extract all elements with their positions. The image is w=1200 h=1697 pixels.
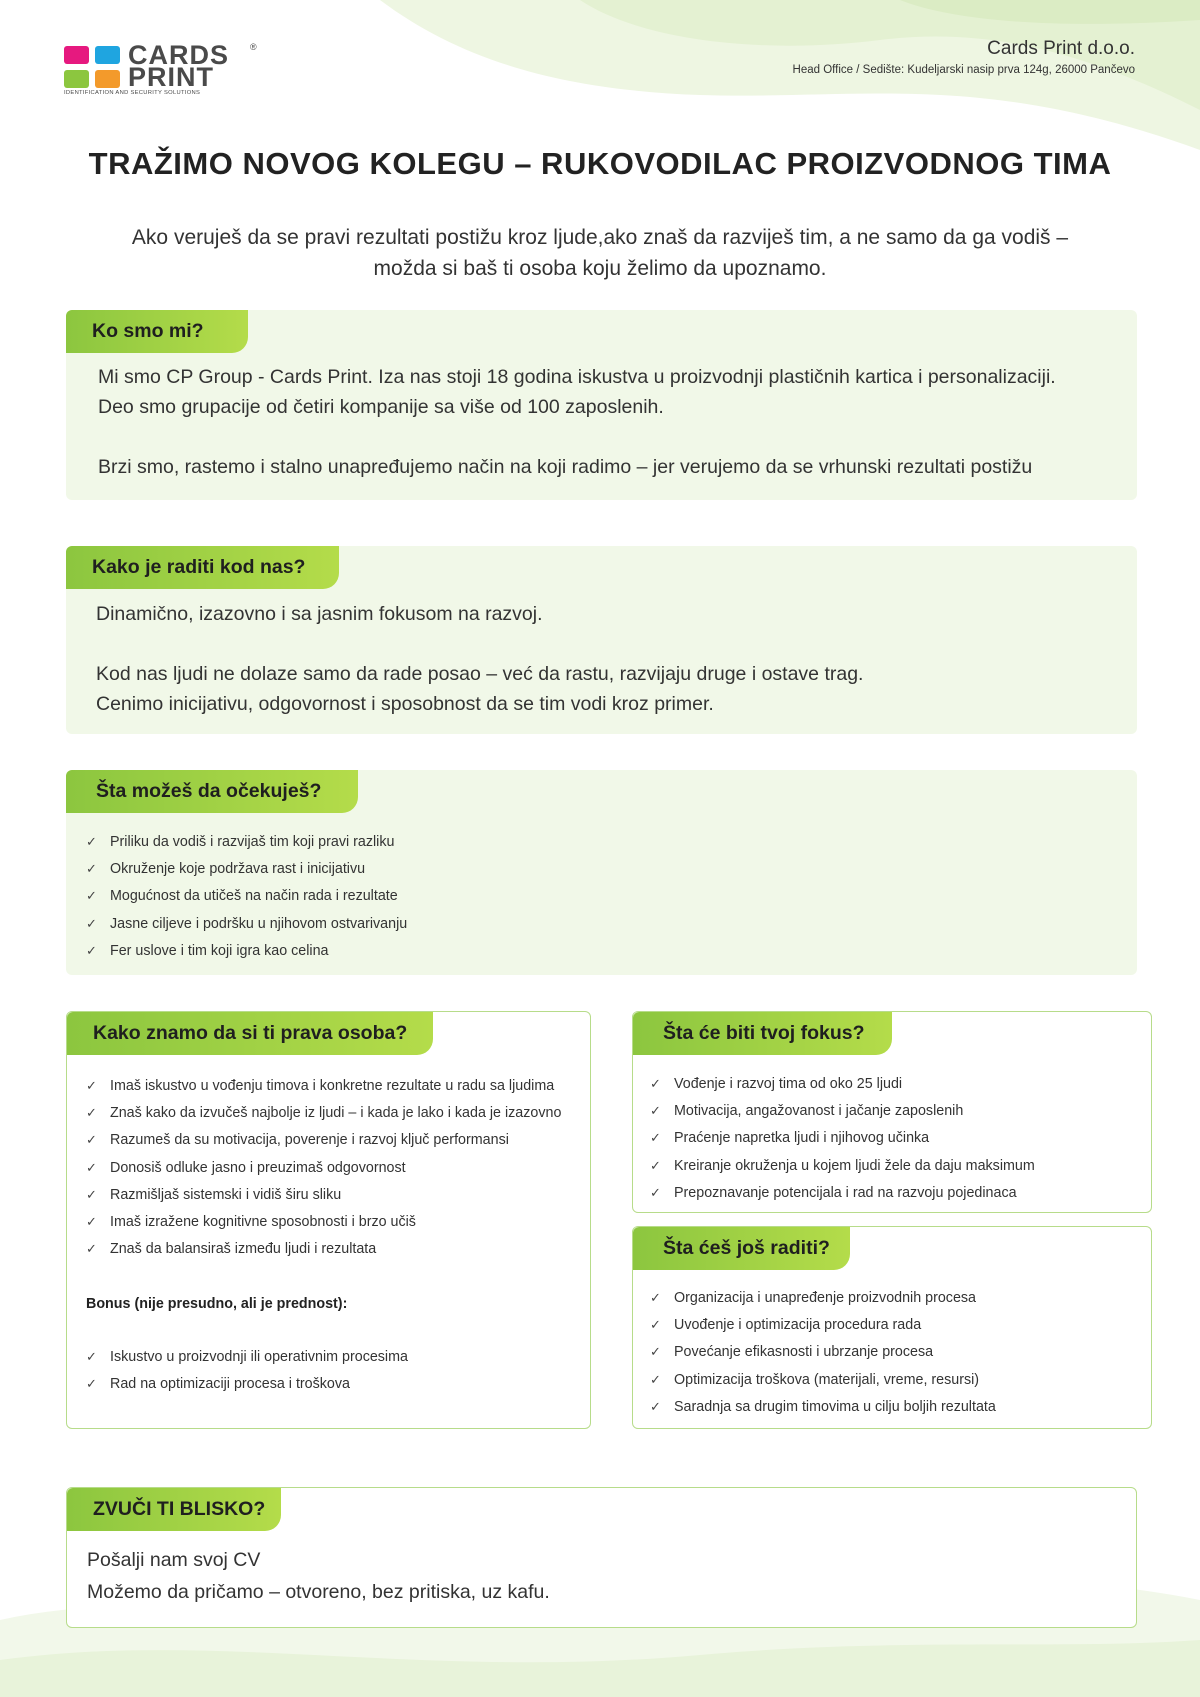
list-item-text: Povećanje efikasnosti i ubrzanje procesa (674, 1344, 934, 1361)
check-icon: ✓ (650, 1103, 661, 1119)
logo-text-print: PRINT (128, 62, 214, 92)
section-sta-mozes-da-ocekujes (66, 770, 1137, 975)
section-tvoj-fokus (632, 1011, 1152, 1213)
section-ko-smo-mi (66, 310, 1137, 500)
check-icon: ✓ (86, 1186, 97, 1202)
check-icon: ✓ (86, 915, 97, 931)
section-jos-raditi (632, 1226, 1152, 1429)
list-item-text: Donosiš odluke jasno i preuzimaš odgovornost (110, 1159, 406, 1176)
list-item (650, 1311, 996, 1338)
list-item-text: Mogućnost da utičeš na način rada i rezultate (110, 888, 398, 905)
checklist (650, 1070, 1035, 1206)
list-item-text: Optimizacija troškova (materijali, vreme, resursi) (674, 1371, 980, 1388)
list-item-text: Praćenje napretka ljudi i njihovog učinka (674, 1130, 930, 1147)
check-icon: ✓ (650, 1371, 661, 1387)
check-icon: ✓ (650, 1290, 661, 1305)
list-item-text: Razmišljaš sistemski i vidiš širu sliku (110, 1186, 342, 1203)
list-item-text: Kreiranje okruženja u kojem ljudi žele da daju maksimum (674, 1157, 1035, 1174)
text-line: Dinamično, izazovno i sa jasnim fokusom na razvoj. (96, 603, 543, 625)
list-item-text: Znaš kako da izvučeš najbolje iz ljudi – i kada je lako i kada je izazovno (110, 1105, 562, 1122)
intro-line: možda si baš ti osoba koju želimo da upoznamo. (373, 257, 827, 280)
list-item (650, 1152, 1035, 1179)
list-item-text: Okruženje koje podržava rast i inicijativu (110, 861, 366, 878)
section-heading: Kako je raditi kod nas? (66, 546, 339, 589)
list-item (86, 855, 407, 882)
section-zvuci-ti-blisko (66, 1487, 1137, 1628)
check-icon: ✓ (86, 942, 97, 958)
section-heading: Kako znamo da si ti prava osoba? (67, 1012, 433, 1055)
section-heading: Šta ćeš još raditi? (633, 1227, 850, 1270)
section-kako-je-raditi (66, 546, 1137, 734)
list-item-text: Iskustvo u proizvodnji ili operativnim procesima (110, 1349, 408, 1365)
section-heading: Šta možeš da očekuješ? (66, 770, 358, 813)
list-item (86, 1099, 561, 1126)
list-item-text: Motivacija, angažovanost i jačanje zaposlenih (674, 1103, 964, 1120)
section-text (98, 362, 1128, 482)
check-icon: ✓ (650, 1317, 661, 1333)
text-line: Pošalji nam svoj CV (87, 1549, 261, 1571)
checklist (86, 1072, 561, 1262)
list-item (86, 1235, 561, 1262)
list-item (86, 910, 407, 937)
list-item (86, 1072, 561, 1099)
list-item (86, 828, 407, 855)
section-prava-osoba (66, 1011, 591, 1429)
text-line: Kod nas ljudi ne dolaze samo da rade posao – već da rastu, razvijaju druge i ostave trag. (96, 663, 864, 685)
list-item (86, 1181, 561, 1208)
check-icon: ✓ (86, 1376, 97, 1392)
checklist (86, 828, 407, 964)
text-line: Cenimo inicijativu, odgovornost i sposobnost da se tim vodi kroz primer. (96, 693, 714, 715)
list-item-text: Razumeš da su motivacija, poverenje i razvoj ključ performansi (110, 1132, 509, 1149)
checklist (650, 1284, 996, 1420)
list-item (650, 1179, 1035, 1206)
check-icon: ✓ (650, 1076, 661, 1091)
list-item-text: Imaš izražene kognitivne sposobnosti i brzo učiš (110, 1213, 416, 1230)
list-item (650, 1284, 996, 1311)
section-heading: Šta će biti tvoj fokus? (633, 1012, 892, 1055)
list-item-text: Fer uslove i tim koji igra kao celina (110, 942, 329, 959)
logo-registered-mark: ® (250, 42, 257, 52)
list-item-text: Priliku da vodiš i razvijaš tim koji pravi razliku (110, 834, 395, 850)
check-icon: ✓ (86, 1132, 97, 1148)
list-item (86, 937, 407, 964)
check-icon: ✓ (86, 1213, 97, 1229)
intro-text (100, 222, 1100, 284)
intro-line: Ako veruješ da se pravi rezultati postižu kroz ljude,ako znaš da razviješ tim, a ne samo da ga vodiš – (131, 226, 1069, 249)
company-info (793, 38, 1135, 76)
list-item-text: Imaš iskustvo u vođenju timova i konkretne rezultate u radu sa ljudima (110, 1078, 555, 1094)
page-title: TRAŽIMO NOVOG KOLEGU – RUKOVODILAC PROIZVODNOG TIMA (88, 146, 1112, 181)
check-icon: ✓ (86, 1241, 97, 1257)
check-icon: ✓ (650, 1130, 661, 1146)
bonus-checklist (86, 1343, 408, 1397)
check-icon: ✓ (86, 1078, 97, 1093)
list-item-text: Organizacija i unapređenje proizvodnih procesa (674, 1290, 977, 1306)
list-item-text: Saradnja sa drugim timovima u cilju boljih rezultata (674, 1398, 996, 1415)
check-icon: ✓ (86, 1159, 97, 1175)
section-heading: ZVUČI TI BLISKO? (67, 1488, 281, 1531)
list-item (86, 1154, 561, 1181)
check-icon: ✓ (650, 1344, 661, 1360)
list-item-text: Prepoznavanje potencijala i rad na razvoju pojedinaca (674, 1184, 1017, 1201)
list-item (86, 1343, 408, 1370)
company-name: Cards Print d.o.o. (987, 38, 1135, 59)
list-item-text: Jasne ciljeve i podršku u njihovom ostvarivanju (110, 915, 408, 932)
logo-text-cards: CARDS (128, 40, 230, 70)
section-text (87, 1544, 1087, 1608)
list-item-text: Rad na optimizaciji procesa i troškova (110, 1376, 350, 1393)
list-item (650, 1070, 1035, 1097)
list-item (86, 882, 407, 909)
check-icon: ✓ (86, 1349, 97, 1364)
list-item-text: Znaš da balansiraš između ljudi i rezultata (110, 1241, 377, 1258)
text-line: Brzi smo, rastemo i stalno unapređujemo način na koji radimo – jer verujemo da se vrhunski rezultati postižu (98, 456, 1033, 478)
list-item (86, 1208, 561, 1235)
list-item (86, 1126, 561, 1153)
check-icon: ✓ (86, 888, 97, 904)
list-item-text: Uvođenje i optimizacija procedura rada (674, 1317, 922, 1334)
logo-squares-icon (64, 46, 122, 88)
check-icon: ✓ (650, 1398, 661, 1414)
bonus-label: Bonus (nije presudno, ali je prednost): (86, 1296, 348, 1312)
list-item (650, 1338, 996, 1365)
company-address: Head Office / Sedište: Kudeljarski nasip prva 124g, 26000 Pančevo (792, 64, 1135, 76)
check-icon: ✓ (650, 1157, 661, 1173)
check-icon: ✓ (86, 861, 97, 877)
check-icon: ✓ (86, 1105, 97, 1121)
cards-print-logo (64, 40, 264, 100)
section-text (96, 599, 1126, 719)
check-icon: ✓ (86, 834, 97, 849)
list-item (650, 1097, 1035, 1124)
text-line: Možemo da pričamo – otvoreno, bez pritiska, uz kafu. (87, 1581, 550, 1603)
section-heading: Ko smo mi? (66, 310, 248, 353)
list-item (650, 1366, 996, 1393)
list-item (650, 1393, 996, 1420)
check-icon: ✓ (650, 1184, 661, 1200)
list-item-text: Vođenje i razvoj tima od oko 25 ljudi (674, 1076, 903, 1092)
text-line: Mi smo CP Group - Cards Print. Iza nas stoji 18 godina iskustva u proizvodnji plastičnih kartica i personalizaciji. (98, 366, 1056, 388)
text-line: Deo smo grupacije od četiri kompanije sa više od 100 zaposlenih. (98, 396, 664, 418)
logo-tagline: IDENTIFICATION AND SECURITY SOLUTIONS (64, 90, 201, 96)
list-item (650, 1124, 1035, 1151)
list-item (86, 1370, 408, 1397)
